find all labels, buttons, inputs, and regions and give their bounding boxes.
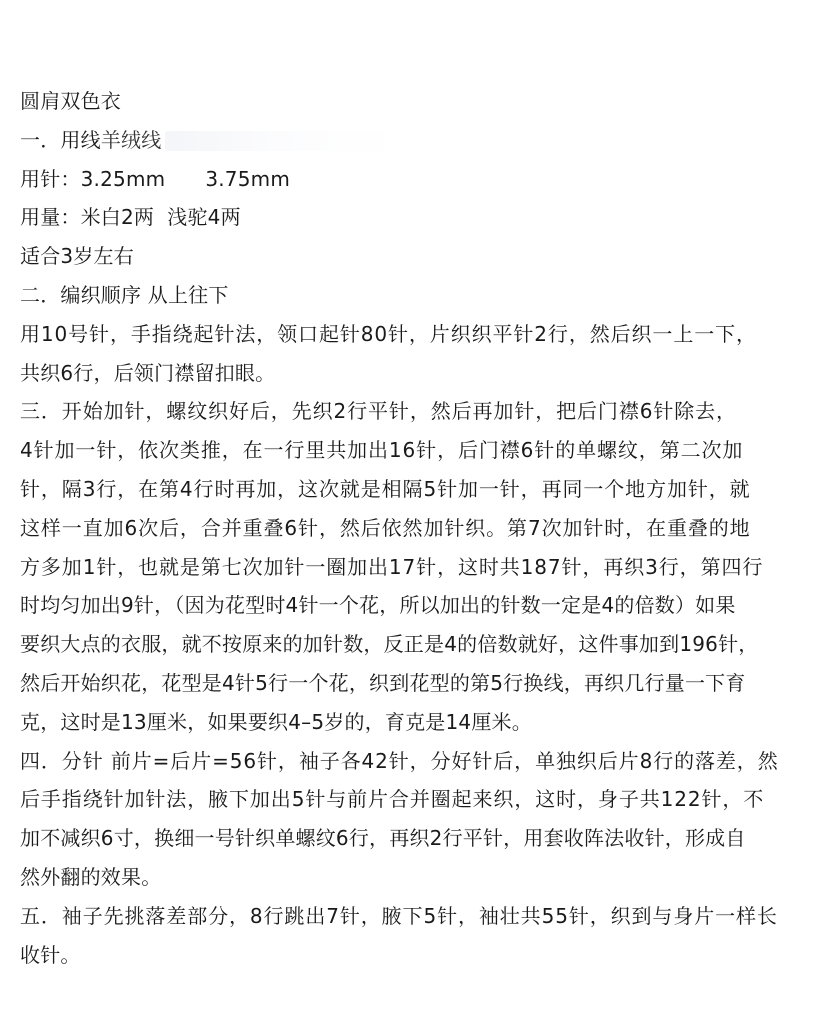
section3-line: 方多加1针，也就是第七次加针一圈加出17针，这时共187针，再织3行，第四行	[20, 554, 764, 579]
yarn-line	[20, 121, 820, 160]
section4-line: 后手指绕针加针法，腋下加出5针与前片合并圈起来织，这时，身子共122针，不	[20, 787, 765, 812]
section4-line: 四．分针 前片=后片=56针，袖子各42针，分好针后，单独织后片8行的落差，然	[20, 748, 779, 773]
section3-line: 这样一直加6次后，合并重叠6针，然后依然加针织。第7次加针时，在重叠的地	[20, 515, 751, 540]
section3-line: 要织大点的衣服，就不按原来的加针数，反正是4的倍数就好，这件事加到196针，	[20, 632, 759, 657]
section3-line: 时均匀加出9针，（因为花型时4针一个花，所以加出的针数一定是4的倍数）如果	[20, 593, 736, 618]
needle-small: 3.25mm	[80, 166, 166, 191]
section5-line: 五．袖子先挑落差部分，8行跳出7针，腋下5针，袖壮共55针，织到与身片一样长	[20, 903, 778, 928]
section1-label: 一．用线	[20, 127, 101, 152]
section5-line: 收针。	[20, 942, 81, 967]
needles-line	[20, 160, 820, 199]
section4-line: 加不减织6寸，换细一号针织单螺纹6行，再织2行平针，用套收阵法收针，形成自	[20, 826, 746, 851]
amount-line: 用量：米白2两 浅驼4两	[20, 205, 241, 230]
section4-line: 然外翻的效果。	[20, 864, 162, 889]
document-title: 圆肩双色衣	[20, 89, 121, 113]
fit-line: 适合3岁左右	[20, 244, 134, 269]
pattern-document	[20, 82, 820, 974]
redacted-blur	[165, 131, 405, 151]
needle-large: 3.75mm	[205, 166, 291, 191]
section3-line: 4针加一针，依次类推，在一行里共加出16针，后门襟6针的单螺纹，第二次加	[20, 438, 744, 463]
section3-line: 三．开始加针，螺纹织好后，先织2行平针，然后再加针，把后门襟6针除去，	[20, 399, 737, 424]
section3-line: 克，这时是13厘米，如果要织4–5岁的，育克是14厘米。	[20, 709, 532, 734]
section3-line: 针，隔3行，在第4行时再加，这次就是相隔5针加一针，再同一个地方加针，就	[20, 476, 751, 501]
needles-label: 用针：	[20, 166, 81, 191]
section3-line: 然后开始织花，花型是4针5行一个花，织到花型的第5行换线，再织几行量一下育	[20, 670, 746, 695]
section2-line: 共织6行，后领门襟留扣眼。	[20, 360, 276, 385]
section2-line: 用10号针，手指绕起针法，领口起针80针，片织织平针2行，然后织一上一下，	[20, 321, 757, 346]
section2-heading: 二．编织顺序 从上往下	[20, 282, 229, 307]
yarn-value: 羊绒线	[100, 127, 162, 152]
